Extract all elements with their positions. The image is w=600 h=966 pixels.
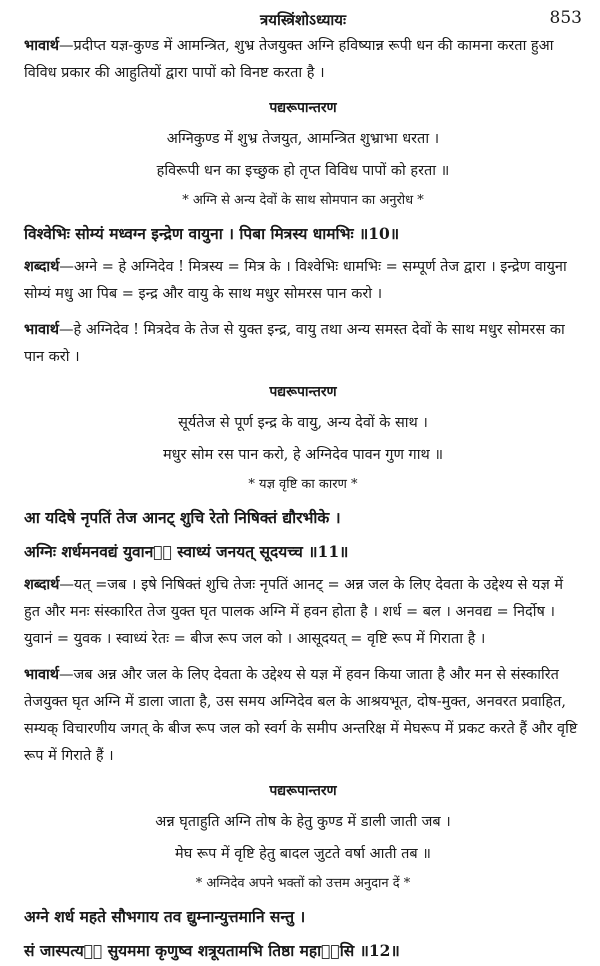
verse-line: अन्न घृताहुति अग्नि तोष के हेतु कुण्ड में डाली जाती जब । (155, 814, 451, 830)
bhavarth-label: भावार्थ (24, 666, 60, 683)
shabdarth-label: शब्दार्थ (24, 576, 60, 593)
bhavarth-text: —जब अन्न और जल के लिए देवता के उद्देश्य से यज्ञ में हवन किया जाता है और मन से संस्कारित तेजयुक्त घृत अग्नि में डाला जाता है, उस समय अग्निदेव बल के आश्रयभूत, दोष-मुक्त, अनवरत प्रवाहित, सम्यक् विचारणीय जगत् के बीज रूप जल को स्वर्ग के समीप अन्तरिक्ष में मेघरूप में प्रकट करते हैं और वृष्टि रूप में गिराते हैं । (24, 667, 578, 764)
shabdarth-paragraph-2 (24, 571, 582, 653)
mantra-12-line-1: अग्ने शर्ध महते सौभगाय तव द्युम्नान्युत्तमानि सन्तु । (24, 907, 306, 926)
bhavarth-text: —प्रदीप्त यज्ञ-कुण्ड में आमन्त्रित, शुभ्र तेजयुक्त अग्नि हविष्यान्न रूपी धन की कामना करता हुआ विविध प्रकार की आहुतियों द्वारा पापों को विनष्ट करता है । (24, 38, 554, 81)
shabdarth-text: —अग्ने = हे अग्निदेव ! मित्रस्य = मित्र के । विश्वेभिः धामभिः = सम्पूर्ण तेज द्वारा । इन्द्रेण वायुना सोम्यं मधु आ पिब = इन्द्र और वायु के साथ मधुर सोमरस पान करो । (24, 259, 567, 302)
mantra-11-line-2: अग्निः शर्धमनवद्यं युवानᳬं स्वाध्यं जनयत् सूदयच्च ॥11॥ (24, 542, 349, 561)
bhavarth-paragraph-3 (24, 661, 582, 770)
bhavarth-label: भावार्थ (24, 37, 60, 54)
section-heading: पद्यरूपान्तरण (269, 783, 337, 799)
section-heading: पद्यरूपान्तरण (269, 100, 337, 116)
shabdarth-paragraph-1 (24, 253, 582, 308)
mantra-10: विश्वेभिः सोम्यं मध्वग्न इन्द्रेण वायुना । पिबा मित्रस्य धामभिः ॥10॥ (24, 224, 400, 243)
topic-note: * अग्निदेव अपने भक्तों को उत्तम अनुदान दें * (195, 876, 411, 891)
mantra-12-line-2: सं जास्पत्यᳬं सुयममा कृणुष्व शत्रूयतामभि तिष्ठा महाᳬंसि ॥12॥ (24, 941, 400, 960)
topic-note: * यज्ञ वृष्टि का कारण * (248, 477, 358, 492)
verse-line: हविरूपी धन का इच्छुक हो तृप्त विविध पापों को हरता ॥ (156, 163, 450, 179)
chapter-title: त्रयस्त्रिंशोऽध्यायः (259, 11, 347, 29)
page-number: 853 (549, 8, 582, 28)
mantra-11-line-1: आ यदिषे नृपतिं तेज आनट् शुचि रेतो निषिक्तं द्यौरभीके । (24, 508, 341, 527)
bhavarth-paragraph-1 (24, 32, 582, 87)
verse-line: मधुर सोम रस पान करो, हे अग्निदेव पावन गुण गाथ ॥ (162, 447, 444, 463)
shabdarth-text: —यत् =जब । इषे निषिक्तं शुचि तेजः नृपतिं आनट् = अन्न जल के लिए देवता के उद्देश्य से यज्ञ में हुत और मनः संस्कारित तेज युक्त घृत पालक अग्नि में हवन होता है । शर्ध = बल । अनवद्य = निर्दोष । युवानं = युवक । स्वाध्यं रेतः = बीज रूप जल को । आसूदयत् = वृष्टि रूप में गिराता है । (24, 577, 564, 647)
verse-line: अग्निकुण्ड में शुभ्र तेजयुत, आमन्त्रित शुभ्राभा धरता । (166, 131, 440, 147)
verse-line: सूर्यतेज से पूर्ण इन्द्र के वायु, अन्य देवों के साथ । (178, 415, 428, 431)
bhavarth-label: भावार्थ (24, 321, 60, 338)
page-header (24, 4, 582, 32)
verse-line: मेघ रूप में वृष्टि हेतु बादल जुटते वर्षा आती तब ॥ (175, 846, 431, 862)
bhavarth-text: —हे अग्निदेव ! मित्रदेव के तेज से युक्त इन्द्र, वायु तथा अन्य समस्त देवों के साथ मधुर सोमरस का पान करो । (24, 322, 565, 365)
topic-note: * अग्नि से अन्य देवों के साथ सोमपान का अनुरोध * (182, 193, 424, 208)
bhavarth-paragraph-2 (24, 316, 582, 371)
shabdarth-label: शब्दार्थ (24, 258, 60, 275)
section-heading: पद्यरूपान्तरण (269, 384, 337, 400)
